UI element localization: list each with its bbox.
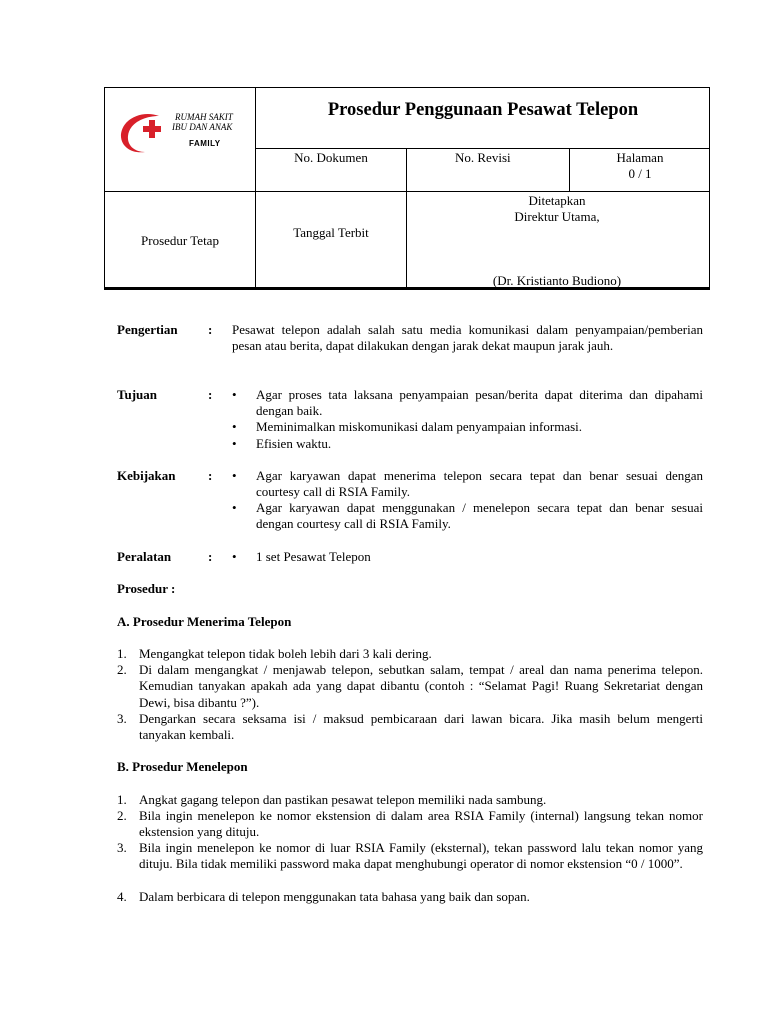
tujuan-item: Meminimalkan miskomunikasi dalam penyampaian informasi. [256,419,583,434]
list-item: Dengarkan secara seksama isi / maksud pembicaraan dari lawan bicara. Jika masih belum mengerti tanyakan kembali. [139,711,703,743]
list-number: 3. [117,711,127,726]
list-item: Dalam berbicara di telepon menggunakan tata bahasa yang baik dan sopan. [139,889,530,904]
list-item: Mengangkat telepon tidak boleh lebih dari 3 kali dering. [139,646,432,661]
colon: : [208,387,213,402]
list-number: 4. [117,889,127,904]
bullet: • [232,549,237,564]
list-item: Bila ingin menelepon ke nomor di luar RSIA Family (eksternal), tekan password lalu tekan nomor yang dituju. Bila tidak memiliki password maka dapat menghubungi operator di nomor ekstension “0 / 1000”. [139,840,703,872]
bullet: • [232,387,237,402]
colon: : [208,322,213,337]
section-b-heading: B. Prosedur Menelepon [117,759,248,774]
list-item: Angkat gagang telepon dan pastikan pesawat telepon memiliki nada sambung. [139,792,547,807]
tanggal-terbit-label: Tanggal Terbit [293,225,369,240]
kebijakan-label: Kebijakan [117,468,176,483]
bullet: • [232,436,237,451]
peralatan-item: 1 set Pesawat Telepon [256,549,371,564]
pengertian-text: Pesawat telepon adalah salah satu media komunikasi dalam penyampaian/pemberian pesan atau berita, dapat dilakukan dengan jarak dekat maupun jarak jauh. [232,322,703,354]
list-number: 1. [117,792,127,807]
prosedur-heading: Prosedur : [117,581,176,596]
halaman-value: 0 / 1 [628,166,652,181]
header-divider [105,191,710,192]
logo-line2: IBU DAN ANAK [172,122,233,132]
logo-family: FAMILY [189,139,221,148]
list-number: 2. [117,808,127,823]
bullet: • [232,419,237,434]
list-number: 2. [117,662,127,677]
peralatan-label: Peralatan [117,549,172,564]
kebijakan-item: Agar karyawan dapat menerima telepon secara tepat dan benar sesuai dengan courtesy call di RSIA Family. [256,468,703,500]
section-a-heading: A. Prosedur Menerima Telepon [117,614,292,629]
no-revisi-label: No. Revisi [455,150,511,165]
prosedur-tetap-label: Prosedur Tetap [141,233,219,248]
document-title: Prosedur Penggunaan Pesawat Telepon [327,100,639,120]
red-cross-swoosh-icon [115,102,175,162]
document-header-table [104,87,710,290]
colon: : [208,549,213,564]
ditetapkan-label: Ditetapkan [528,193,586,208]
header-divider [255,148,710,149]
halaman-label: Halaman [616,150,664,165]
bullet: • [232,500,237,515]
tujuan-label: Tujuan [117,387,157,402]
logo-line1: RUMAH SAKIT [175,112,233,122]
pengertian-label: Pengertian [117,322,178,337]
list-number: 3. [117,840,127,855]
colon: : [208,468,213,483]
direktur-label: Direktur Utama, [514,209,600,224]
list-item: Bila ingin menelepon ke nomor ekstension di dalam area RSIA Family (internal) langsung tekan nomor ekstension yang dituju. [139,808,703,840]
tujuan-item: Efisien waktu. [256,436,332,451]
list-number: 1. [117,646,127,661]
list-item: Di dalam mengangkat / menjawab telepon, sebutkan salam, tempat / areal dan nama penerima telepon. Kemudian tanyakan apakah ada yang dapat dibantu (contoh : “Selamat Pagi! Ruang Sekretariat dengan Dewi, bisa dibantu ?”). [139,662,703,710]
no-dokumen-label: No. Dokumen [294,150,368,165]
hospital-logo [105,88,255,190]
signer-name: (Dr. Kristianto Budiono) [492,273,622,288]
tujuan-item: Agar proses tata laksana penyampaian pesan/berita dapat diterima dan dipahami dengan baik. [256,387,703,419]
header-divider [255,88,256,288]
bullet: • [232,468,237,483]
kebijakan-item: Agar karyawan dapat menggunakan / menelepon secara tepat dan benar sesuai dengan courtesy call di RSIA Family. [256,500,703,532]
